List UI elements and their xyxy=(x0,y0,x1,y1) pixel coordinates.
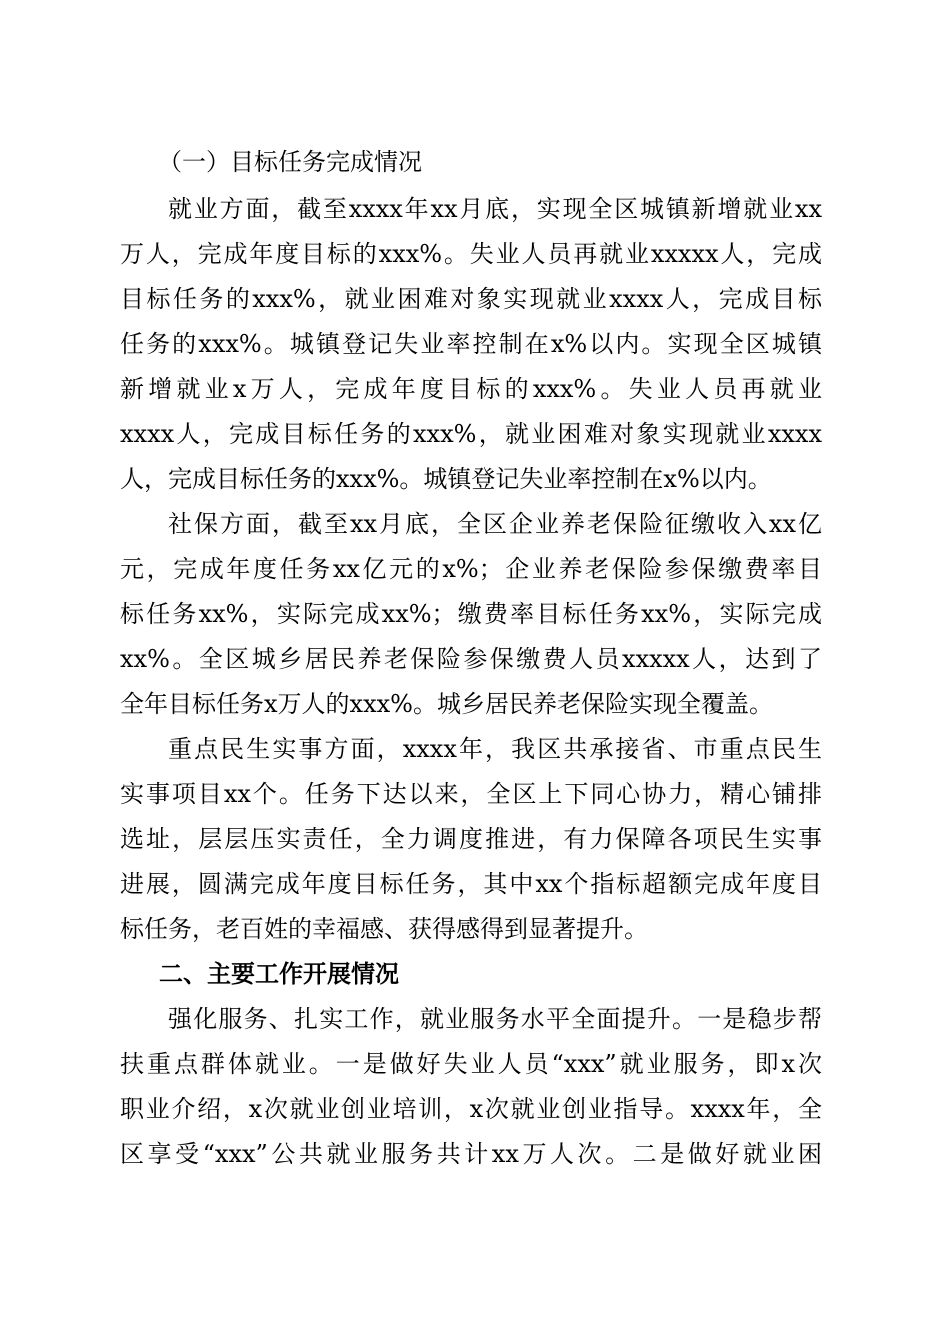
paragraph-line: 职业介绍，x次就业创业培训，x次就业创业指导。xxxx年，全 xyxy=(120,1095,822,1123)
paragraph-line: xx%。全区城乡居民养老保险参保缴费人员xxxxx人，达到了 xyxy=(120,645,822,673)
paragraph-line: xxxx人，完成目标任务的xxx%，就业困难对象实现就业xxxx xyxy=(120,420,822,448)
paragraph-line: 就业方面，截至xxxx年xx月底，实现全区城镇新增就业xx xyxy=(168,195,822,223)
paragraph-line: 标任务，老百姓的幸福感、获得感得到显著提升。 xyxy=(120,915,648,943)
section-heading: 二、主要工作开展情况 xyxy=(159,960,399,988)
paragraph-line: 区享受“xxx”公共就业服务共计xx万人次。二是做好就业困 xyxy=(120,1140,822,1168)
paragraph-line: 标任务xx%，实际完成xx%；缴费率目标任务xx%，实际完成 xyxy=(120,600,822,628)
paragraph-line: 扶重点群体就业。一是做好失业人员“xxx”就业服务，即x次 xyxy=(120,1050,822,1078)
paragraph-line: 目标任务的xxx%，就业困难对象实现就业xxxx人，完成目标 xyxy=(120,285,822,313)
paragraph-line: 重点民生实事方面，xxxx年，我区共承接省、市重点民生 xyxy=(168,735,822,763)
paragraph-line: 任务的xxx%。城镇登记失业率控制在x%以内。实现全区城镇 xyxy=(120,330,822,358)
paragraph-line: 强化服务、扎实工作，就业服务水平全面提升。一是稳步帮 xyxy=(168,1005,822,1033)
paragraph-line: 新增就业x万人，完成年度目标的xxx%。失业人员再就业 xyxy=(120,375,822,403)
paragraph-line: 全年目标任务x万人的xxx%。城乡居民养老保险实现全覆盖。 xyxy=(120,690,773,718)
paragraph-line: 人，完成目标任务的xxx%。城镇登记失业率控制在x%以内。 xyxy=(120,465,772,493)
paragraph-line: 实事项目xx个。任务下达以来，全区上下同心协力，精心铺排 xyxy=(120,780,822,808)
paragraph-line: 社保方面，截至xx月底，全区企业养老保险征缴收入xx亿 xyxy=(168,510,822,538)
paragraph-line: 元，完成年度任务xx亿元的x%；企业养老保险参保缴费率目 xyxy=(120,555,822,583)
paragraph-line: 选址，层层压实责任，全力调度推进，有力保障各项民生实事 xyxy=(120,825,822,853)
section-heading: （一）目标任务完成情况 xyxy=(158,148,422,176)
paragraph-line: 进展，圆满完成年度目标任务，其中xx个指标超额完成年度目 xyxy=(120,870,822,898)
paragraph-line: 万人，完成年度目标的xxx%。失业人员再就业xxxxx人，完成 xyxy=(120,240,822,268)
